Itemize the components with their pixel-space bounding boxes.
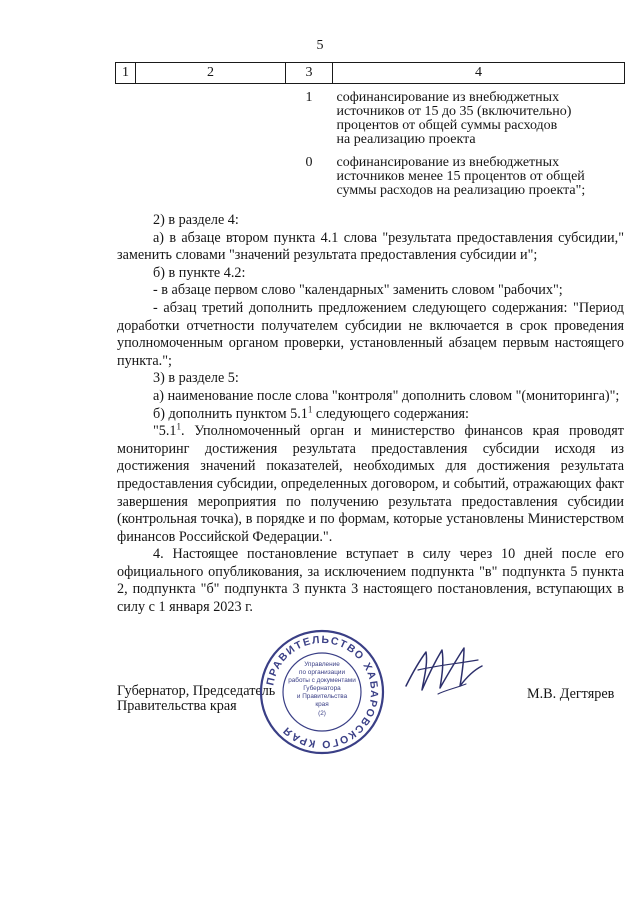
table-header-row [116,63,625,84]
description-line: источников менее 15 процентов от общей [336,169,585,184]
seal-inner-line: работы с документами [288,677,356,684]
text-fragment: следующего содержания: [312,405,469,422]
description-line: софинансирование из внебюджетных [336,155,560,170]
row-description [333,84,625,148]
seal-inner-line: и Правительства [296,693,348,700]
seal-inner-line: края [315,701,329,708]
description-line: суммы расходов на реализацию проекта"; [336,183,586,198]
table-row [116,84,625,148]
seal-inner-line: (2) [318,710,326,717]
official-seal [258,628,386,756]
handwritten-signature [398,634,488,704]
description-line: на реализацию проекта [336,132,476,147]
paragraph-5-1-intro [117,403,624,424]
page-number: 5 [316,38,324,53]
column-header-2: 2 [136,63,286,84]
superscript: 1 [176,421,182,432]
description-line: софинансирование из внебюджетных [336,90,560,105]
row-score: 1 [305,90,313,105]
seal-inner-line: по организации [298,669,346,676]
document-body [117,212,624,617]
text-fragment: . Уполномоченный орган и министерство финансов края проводят мониторинг достижения результата предоставления субсидии исходя из достижения значений показателей, необходимых для достижения результата предоставления субсидии, определенных договором, и событий, отражающих факт завершения мероприятия по получению результата предоставления субсидии (контрольная точка), в порядке и по формам, которые установлены Министерством финансов Российской Федерации.". [117,423,624,545]
paragraph-4-2: б) в пункте 4.2: [153,264,246,281]
column-header-4: 4 [333,63,625,84]
subsidy-criteria-table [115,62,625,198]
paragraph-section-4: 2) в разделе 4: [153,212,239,228]
text-fragment: "5.1 [153,423,177,440]
paragraph-5-1-text [117,423,624,546]
text-fragment: б) дополнить пунктом 5.1 [153,405,308,422]
table-row [116,147,625,198]
seal-ring-text: ПРАВИТЕЛЬСТВО ХАБАРОВСКОГО КРАЯ [264,633,381,751]
seal-outer-ring [261,631,383,753]
paragraph-section-5: 3) в разделе 5: [153,370,239,387]
description-line: источников от 15 до 35 (включительно) [336,104,572,119]
signatory-title [117,684,275,714]
paragraph-4-2-first: - в абзаце первом слово "календарных" заменить словом "рабочих"; [153,282,563,299]
paragraph-5-name: а) наименование после слова "контроля" дополнить словом "(мониторинга)"; [153,387,620,404]
paragraph-4-2-third: - абзац третий дополнить предложением следующего содержания: "Период доработки отчетности получателем субсидии не включается в срок проведения уполномоченным органом проверки, установленный абзацем первым настоящего пункта."; [117,299,624,369]
column-header-1: 1 [116,63,136,84]
signatory-title-line: Губернатор, Председатель [117,683,276,699]
description-line: процентов от общей суммы расходов [336,118,558,133]
signatory-title-line: Правительства края [117,698,237,714]
seal-inner-line: Управление [304,661,340,668]
paragraph-effective-date: 4. Настоящее постановление вступает в силу через 10 дней после его официального опубликования, за исключением подпункта "в" подпункта 5 пункта 2, подпункта "б" подпункта 3 пункта 3 настоящего постановления, вступающих в силу с 1 января 2023 г. [117,546,624,616]
seal-inner-line: Губернатора [303,685,341,692]
superscript: 1 [307,403,313,414]
row-score: 0 [305,155,313,170]
signatory-name: М.В. Дегтярев [527,686,615,702]
column-header-3: 3 [286,63,333,84]
paragraph-4-1: а) в абзаце втором пункта 4.1 слова "результата предоставления субсидии," заменить словами "значений результата предоставления субсидии и"; [117,229,624,264]
row-description [333,147,625,198]
